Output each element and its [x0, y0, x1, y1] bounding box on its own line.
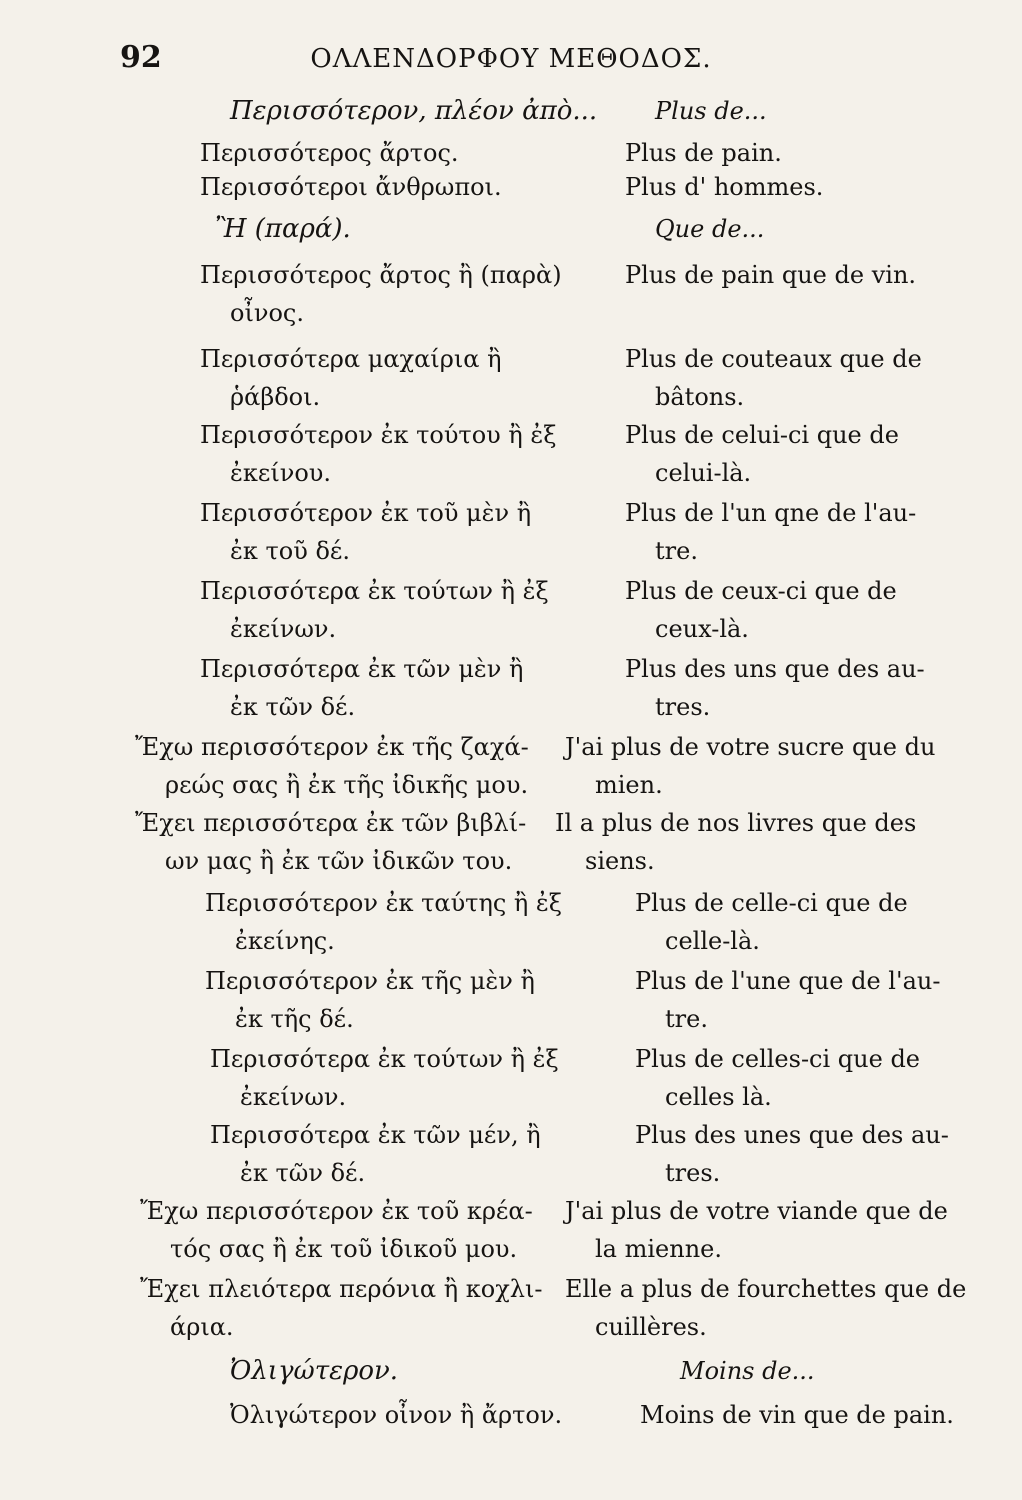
french-line: celui-là.: [655, 459, 752, 487]
page-number: 92: [120, 40, 162, 75]
french-phrase: [625, 416, 1020, 492]
greek-line: Περισσότερον ἐκ ταύτης ἢ ἐξ: [205, 889, 562, 917]
french-phrase: [625, 494, 1020, 570]
phrase-row: [0, 1396, 1022, 1436]
french-line: Plus de...: [655, 97, 767, 125]
french-line: tre.: [655, 537, 698, 565]
french-line: bâtons.: [655, 383, 745, 411]
french-line: celles là.: [665, 1083, 772, 1111]
greek-line: ἐκ τῶν δέ.: [230, 693, 356, 721]
greek-line: οἶνος.: [230, 299, 304, 327]
french-line: mien.: [595, 771, 663, 799]
french-line: celle-là.: [665, 927, 760, 955]
greek-line: Ἔχω περισσότερον ἐκ τῆς ζαχά-: [135, 733, 529, 761]
greek-line: τός σας ἢ ἐκ τοῦ ἰδικοῦ μου.: [170, 1235, 518, 1263]
french-phrase: [655, 210, 1022, 248]
greek-phrase: [200, 494, 640, 570]
greek-line: Περισσότερα μαχαίρια ἢ: [200, 345, 502, 373]
french-line: Plus de couteaux que de: [625, 345, 922, 373]
french-line: siens.: [585, 847, 655, 875]
greek-phrase: [200, 134, 640, 172]
greek-phrase: [200, 650, 640, 726]
greek-phrase: [205, 884, 645, 960]
french-phrase: [635, 962, 1022, 1038]
greek-phrase: [215, 210, 655, 248]
french-phrase: [625, 650, 1020, 726]
french-line: Plus de celles-ci que de: [635, 1045, 921, 1073]
greek-line: ῥάβδοι.: [230, 383, 321, 411]
french-phrase: [625, 168, 1020, 206]
greek-line: Περισσότερα ἐκ τῶν μὲν ἢ: [200, 655, 524, 683]
french-line: Moins de vin que de pain.: [640, 1401, 954, 1429]
phrase-row: [0, 1116, 1022, 1192]
greek-phrase: [200, 168, 640, 206]
french-phrase: [565, 728, 960, 804]
greek-line: Περισσότερον, πλέον ἀπὸ...: [230, 96, 598, 126]
phrase-row: [0, 1352, 1022, 1396]
french-line: Plus de celle-ci que de: [635, 889, 908, 917]
phrase-row: [0, 804, 1022, 884]
french-line: Plus de ceux-ci que de: [625, 577, 897, 605]
greek-phrase: [200, 416, 640, 492]
french-line: Plus des uns que des au-: [625, 655, 925, 683]
greek-line: ρεώς σας ἢ ἐκ τῆς ἰδικῆς μου.: [165, 771, 529, 799]
phrase-row: [0, 1040, 1022, 1116]
french-line: Plus de celui-ci que de: [625, 421, 899, 449]
phrase-row: [0, 1270, 1022, 1352]
french-line: Plus de l'une que de l'au-: [635, 967, 941, 995]
french-line: ceux-là.: [655, 615, 749, 643]
greek-line: ἐκ τῶν δέ.: [240, 1159, 366, 1187]
french-phrase: [635, 1116, 1022, 1192]
french-line: Que de...: [655, 215, 765, 243]
french-phrase: [565, 1192, 960, 1268]
phrase-row: [0, 168, 1022, 210]
french-line: tres.: [665, 1159, 721, 1187]
phrase-row: [0, 92, 1022, 134]
french-phrase: [625, 256, 1020, 294]
phrase-row: [0, 416, 1022, 494]
greek-line: Ἔχω περισσότερον ἐκ τοῦ κρέα-: [140, 1197, 533, 1225]
greek-line: ἐκ τῆς δέ.: [235, 1005, 354, 1033]
french-line: tres.: [655, 693, 711, 721]
french-phrase: [680, 1352, 1022, 1390]
greek-line: Ἢ (παρά).: [215, 214, 351, 244]
greek-line: ἐκ τοῦ δέ.: [230, 537, 350, 565]
french-phrase: [555, 804, 950, 880]
phrase-row: [0, 340, 1022, 416]
greek-line: Περισσότερα ἐκ τῶν μέν, ἢ: [210, 1121, 541, 1149]
greek-line: ἐκείνων.: [230, 615, 337, 643]
french-line: Plus de pain.: [625, 139, 782, 167]
greek-line: Περισσότερος ἄρτος ἢ (παρὰ): [200, 261, 562, 289]
greek-phrase: [230, 92, 670, 130]
greek-line: ἐκείνης.: [235, 927, 335, 955]
greek-line: Ἔχει περισσότερα ἐκ τῶν βιβλί-: [135, 809, 527, 837]
phrase-row: [0, 884, 1022, 962]
greek-line: Ὀλιγώτερον.: [230, 1356, 399, 1386]
greek-phrase: [135, 804, 575, 880]
french-line: Plus de pain que de vin.: [625, 261, 917, 289]
greek-phrase: [210, 1040, 650, 1116]
phrase-row: [0, 1192, 1022, 1270]
greek-line: Περισσότεροι ἄνθρωποι.: [200, 173, 502, 201]
phrase-row: [0, 134, 1022, 168]
french-line: Elle a plus de fourchettes que de: [565, 1275, 967, 1303]
greek-line: ἐκείνου.: [230, 459, 331, 487]
running-head: ΟΛΛΕΝΔΟΡΦΟΥ ΜΕΘΟΔΟΣ.: [310, 44, 712, 74]
greek-line: Περισσότερος ἄρτος.: [200, 139, 459, 167]
greek-phrase: [210, 1116, 650, 1192]
french-phrase: [635, 1040, 1022, 1116]
greek-line: Περισσότερον ἐκ τοῦ μὲν ἢ: [200, 499, 532, 527]
greek-phrase: [135, 728, 575, 804]
french-line: tre.: [665, 1005, 708, 1033]
greek-line: Ὀλιγώτερον οἶνον ἢ ἄρτον.: [230, 1401, 563, 1429]
phrase-row: [0, 650, 1022, 728]
phrase-row: [0, 256, 1022, 340]
phrase-row: [0, 728, 1022, 804]
greek-line: ων μας ἢ ἐκ τῶν ἰδικῶν του.: [165, 847, 513, 875]
greek-phrase: [200, 572, 640, 648]
greek-phrase: [140, 1192, 580, 1268]
french-phrase: [625, 134, 1020, 172]
phrase-row: [0, 494, 1022, 572]
phrase-table: [0, 92, 1022, 1436]
french-phrase: [640, 1396, 1022, 1434]
greek-phrase: [230, 1396, 670, 1434]
french-phrase: [565, 1270, 967, 1346]
phrase-row: [0, 962, 1022, 1040]
greek-phrase: [200, 256, 640, 332]
french-phrase: [655, 92, 1022, 130]
greek-line: ἐκείνων.: [240, 1083, 347, 1111]
french-line: Plus de l'un qne de l'au-: [625, 499, 917, 527]
greek-line: Ἔχει πλειότερα περόνια ἢ κοχλι-: [140, 1275, 543, 1303]
french-line: cuillères.: [595, 1313, 707, 1341]
french-phrase: [635, 884, 1022, 960]
french-line: Il a plus de nos livres que des: [555, 809, 917, 837]
greek-phrase: [200, 340, 640, 416]
french-line: J'ai plus de votre sucre que du: [565, 733, 936, 761]
greek-phrase: [140, 1270, 580, 1346]
greek-phrase: [230, 1352, 670, 1390]
page-header: [0, 40, 1022, 90]
french-phrase: [625, 340, 1020, 416]
greek-line: Περισσότερα ἐκ τούτων ἢ ἐξ: [210, 1045, 559, 1073]
phrase-row: [0, 572, 1022, 650]
french-line: Moins de...: [680, 1357, 815, 1385]
french-phrase: [625, 572, 1020, 648]
french-line: Plus des unes que des au-: [635, 1121, 949, 1149]
french-line: Plus d' hommes.: [625, 173, 824, 201]
greek-line: Περισσότερον ἐκ τῆς μὲν ἢ: [205, 967, 535, 995]
french-line: J'ai plus de votre viande que de: [565, 1197, 948, 1225]
greek-line: Περισσότερον ἐκ τούτου ἢ ἐξ: [200, 421, 557, 449]
phrase-row: [0, 210, 1022, 256]
greek-phrase: [205, 962, 645, 1038]
french-line: la mienne.: [595, 1235, 722, 1263]
greek-line: άρια.: [170, 1313, 234, 1341]
greek-line: Περισσότερα ἐκ τούτων ἢ ἐξ: [200, 577, 549, 605]
